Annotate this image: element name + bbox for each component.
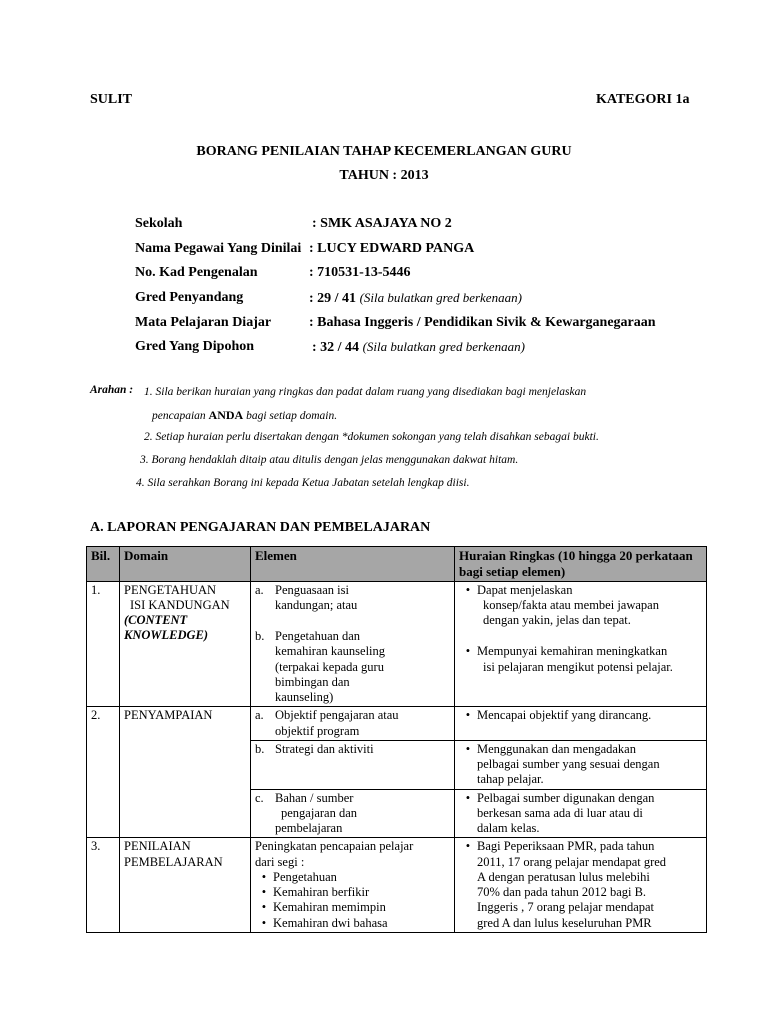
arahan-item-1a: 1. Sila berikan huraian yang ringkas dan padat dalam ruang yang disediakan bagi menjelaskan: [144, 386, 587, 398]
col-header-bil: Bil.: [87, 547, 120, 582]
info-note-gred-penyandang: (Sila bulatkan gred berkenaan): [359, 290, 522, 305]
table-header-row: [87, 547, 707, 582]
info-label-sekolah: Sekolah: [135, 216, 183, 231]
bullet-icon: •: [465, 644, 471, 659]
info-note-gred-dipohon: (Sila bulatkan gred berkenaan): [362, 339, 525, 354]
row2-bil: 2.: [87, 707, 120, 838]
row2-domain: PENYAMPAIAN: [120, 707, 251, 838]
row2-elemen-b: b. Strategi dan aktiviti: [251, 740, 455, 789]
row1-huraian: • Dapat menjelaskan konsep/fakta atau membei jawapan dengan yakin, jelas dan tepat. • Mempunyai kemahiran meningkatkan isi pelajaran mengikut potensi pelajar.: [455, 581, 707, 707]
info-value-sekolah: : SMK ASAJAYA NO 2: [312, 216, 452, 231]
table-row: [87, 707, 707, 741]
info-label-kad: No. Kad Pengenalan: [135, 265, 258, 280]
row3-elemen: Peningkatan pencapaian pelajar dari segi : • Pengetahuan • Kemahiran berfikir • Kemahiran memimpin • Kemahiran dwi bahasa: [251, 838, 455, 933]
bullet-icon: •: [261, 915, 267, 930]
form-title: BORANG PENILAIAN TAHAP KECEMERLANGAN GURU: [196, 144, 572, 159]
section-a-title: A. LAPORAN PENGAJARAN DAN PEMBELAJARAN: [90, 520, 431, 535]
info-value-mata-pelajaran: : Bahasa Inggeris / Pendidikan Sivik & Kewarganegaraan: [309, 315, 656, 330]
info-value-gred-penyandang: : 29 / 41 (Sila bulatkan gred berkenaan): [309, 290, 522, 306]
col-header-domain: Domain: [120, 547, 251, 582]
row3-domain: PENILAIAN PEMBELAJARAN: [120, 838, 251, 933]
header-sulit: SULIT: [90, 92, 133, 107]
info-value-nama: : LUCY EDWARD PANGA: [309, 241, 475, 256]
row2-huraian-a: • Mencapai objektif yang dirancang.: [455, 707, 707, 741]
bullet-icon: •: [465, 582, 471, 597]
row1-elemen: a. Penguasaan isi kandungan; atau b. Pengetahuan dan kemahiran kaunseling (terpakai kepada guru bimbingan dan kaunseling): [251, 581, 455, 707]
info-value-gred-dipohon: : 32 / 44 (Sila bulatkan gred berkenaan): [312, 339, 525, 355]
row3-bil: 3.: [87, 838, 120, 933]
arahan-item-2: 2. Setiap huraian perlu disertakan dengan *dokumen sokongan yang telah disahkan sebagai bukti.: [144, 431, 599, 443]
info-value-kad: : 710531-13-5446: [309, 265, 411, 280]
row2-elemen-a: a. Objektif pengajaran atau objektif program: [251, 707, 455, 741]
row2-huraian-b: • Menggunakan dan mengadakan pelbagai sumber yang sesuai dengan tahap pelajar.: [455, 740, 707, 789]
info-label-gred-penyandang: Gred Penyandang: [135, 290, 244, 305]
bullet-icon: •: [465, 790, 471, 805]
header-kategori: KATEGORI 1a: [596, 92, 690, 107]
bullet-icon: •: [261, 885, 267, 900]
row3-huraian: • Bagi Peperiksaan PMR, pada tahun 2011, 17 orang pelajar mendapat gred A dengan peratusan lulus melebihi 70% dan pada tahun 2012 bagi B. Inggeris , 7 orang pelajar mendapat gred A dan lulus keseluruhan PMR: [455, 838, 707, 933]
domain-table: [86, 546, 707, 933]
bullet-icon: •: [465, 708, 471, 723]
table-row: [87, 581, 707, 707]
row1-bil: 1.: [87, 581, 120, 707]
info-label-nama: Nama Pegawai Yang Dinilai: [135, 241, 302, 256]
row2-elemen-c: c. Bahan / sumber pengajaran dan pembelajaran: [251, 789, 455, 838]
form-year: TAHUN : 2013: [339, 168, 429, 183]
arahan-item-3: 3. Borang hendaklah ditaip atau ditulis dengan jelas menggunakan dakwat hitam.: [140, 454, 519, 466]
info-label-mata-pelajaran: Mata Pelajaran Diajar: [135, 315, 272, 330]
arahan-label: Arahan :: [90, 384, 134, 396]
arahan-item-4: 4. Sila serahkan Borang ini kepada Ketua Jabatan setelah lengkap diisi.: [136, 477, 470, 489]
arahan-item-1b: pencapaian ANDA bagi setiap domain.: [152, 408, 338, 422]
col-header-elemen: Elemen: [251, 547, 455, 582]
bullet-icon: •: [261, 869, 267, 884]
row1-domain: PENGETAHUAN ISI KANDUNGAN (CONTENT KNOWLEDGE): [120, 581, 251, 707]
row2-huraian-c: • Pelbagai sumber digunakan dengan berkesan sama ada di luar atau di dalam kelas.: [455, 789, 707, 838]
bullet-icon: •: [465, 741, 471, 756]
table-row: [87, 838, 707, 933]
bullet-icon: •: [465, 839, 471, 854]
bullet-icon: •: [261, 900, 267, 915]
info-label-gred-dipohon: Gred Yang Dipohon: [135, 339, 255, 354]
col-header-huraian: Huraian Ringkas (10 hingga 20 perkataan bagi setiap elemen): [455, 547, 707, 582]
